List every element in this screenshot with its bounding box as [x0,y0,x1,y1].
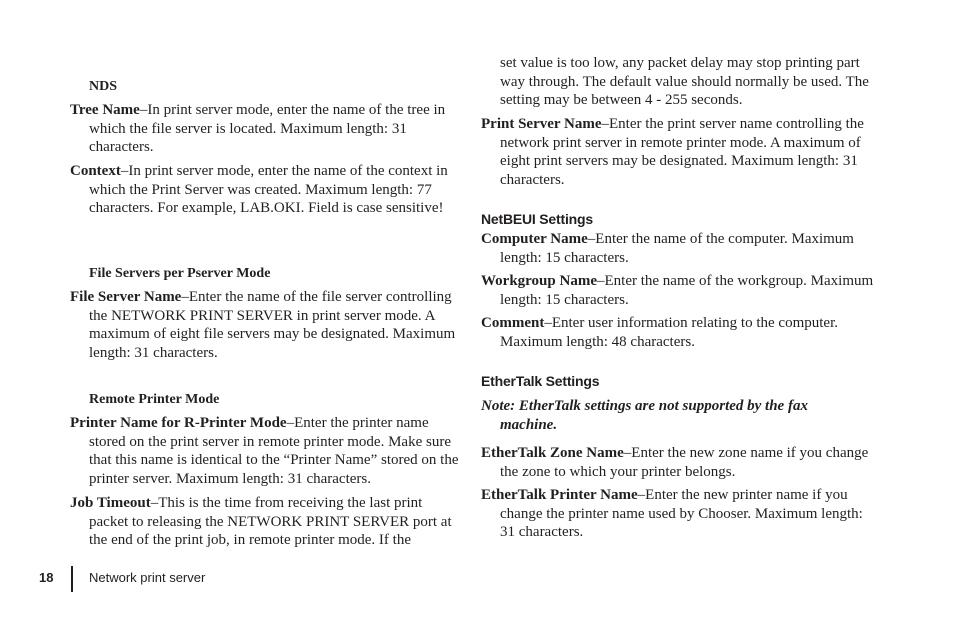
footer-section-title: Network print server [89,570,206,585]
footer-divider [71,566,73,592]
remote-printer-heading: Remote Printer Mode [89,392,220,407]
job-timeout-entry [70,494,460,550]
tree-name-term: Tree Name [70,102,140,118]
context-entry [70,162,460,218]
computer-name-text: –Enter the name of the computer. Maximum length: 15 characters. [500,231,854,266]
ethertalk-zone-name-text: –Enter the new zone name if you change the zone to which your printer belongs. [500,445,869,480]
print-server-name-text: –Enter the print server name controlling the network print server in remote printer mode. A maximum of eight print servers may be designated. Maximum length: 31 characters. [500,116,864,188]
printer-name-text: –Enter the printer name stored on the print server in remote printer mode. Make sure that this name is identical to the “Printer Name” stored on the printer server. Maximum length: 31 characters. [89,415,459,487]
print-server-name-term: Print Server Name [481,116,602,132]
printer-name-entry [70,414,460,488]
netbeui-heading: NetBEUI Settings [481,211,593,227]
context-term: Context [70,163,121,179]
workgroup-name-entry [481,272,876,309]
comment-term: Comment [481,315,545,331]
file-server-name-text: –Enter the name of the file server controlling the NETWORK PRINT SERVER in print server mode. A maximum of eight file servers may be designated. Maximum length: 31 characters. [89,289,456,361]
workgroup-name-text: –Enter the name of the workgroup. Maximum length: 15 characters. [500,273,874,308]
job-timeout-term: Job Timeout [70,495,151,511]
job-timeout-text: –This is the time from receiving the last print packet to releasing the NETWORK PRINT SERVER port at the end of the print job, in remote printer mode. If the [89,495,452,549]
job-timeout-continuation: set value is too low, any packet delay may stop printing part way through. The default value should normally be used. The setting may be between 4 - 255 seconds. [500,55,869,109]
ethertalk-printer-name-term: EtherTalk Printer Name [481,487,638,503]
file-server-name-term: File Server Name [70,289,182,305]
file-server-name-entry [70,288,460,362]
computer-name-term: Computer Name [481,231,588,247]
file-servers-heading: File Servers per Pserver Mode [89,266,271,281]
print-server-name-entry [481,115,876,189]
ethertalk-note: Note: EtherTalk settings are not supported by the fax machine. [481,398,808,433]
page-number: 18 [39,570,54,585]
ethertalk-zone-name-term: EtherTalk Zone Name [481,445,624,461]
workgroup-name-term: Workgroup Name [481,273,597,289]
comment-entry [481,314,876,351]
nds-heading: NDS [89,79,118,94]
computer-name-entry [481,230,876,267]
ethertalk-zone-name-entry [481,444,876,481]
printer-name-term: Printer Name for R-Printer Mode [70,415,287,431]
context-text: –In print server mode, enter the name of the context in which the Print Server was created. Maximum length: 77 characters. For example, LAB.OKI. Field is case sensitive! [89,163,448,217]
ethertalk-printer-name-text: –Enter the new printer name if you change the printer name used by Chooser. Maximum length: 31 characters. [500,487,863,541]
tree-name-text: –In print server mode, enter the name of the tree in which the file server is located. Maximum length: 31 characters. [89,102,446,156]
tree-name-entry [70,101,460,157]
ethertalk-heading: EtherTalk Settings [481,373,600,389]
ethertalk-printer-name-entry [481,486,876,542]
comment-text: –Enter user information relating to the computer. Maximum length: 48 characters. [500,315,838,350]
